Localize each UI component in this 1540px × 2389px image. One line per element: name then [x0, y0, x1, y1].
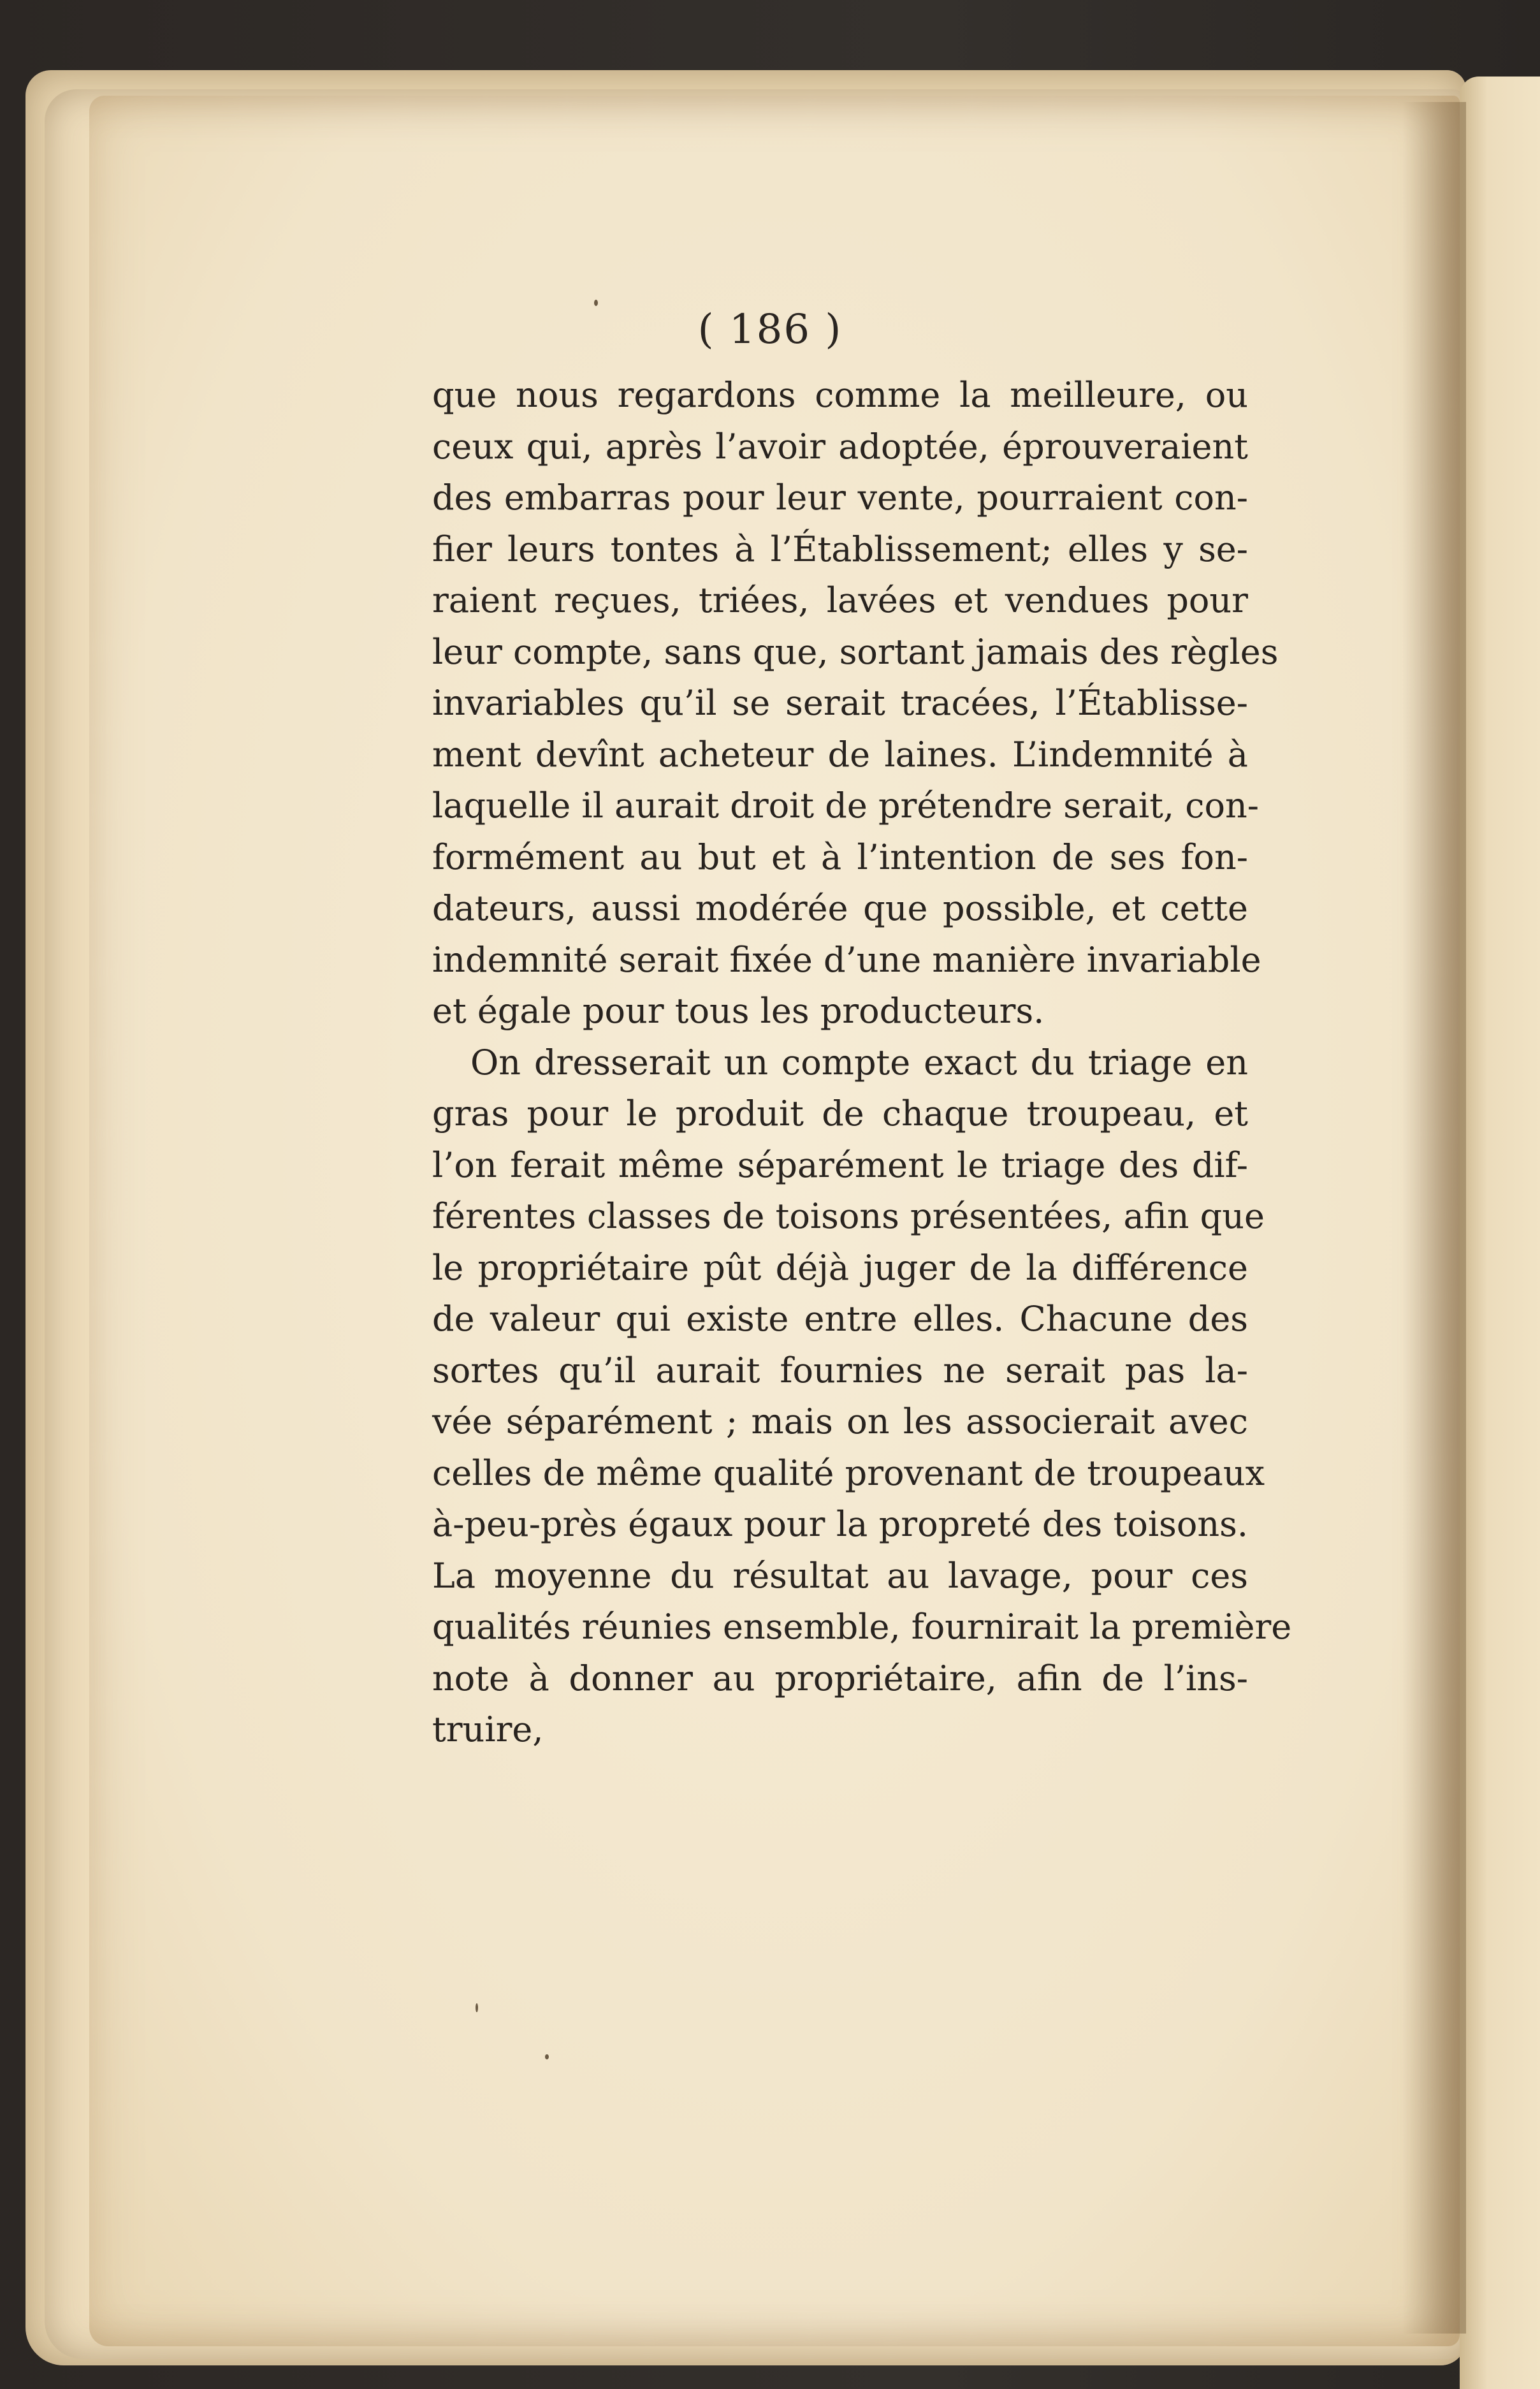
ink-speck: [594, 300, 598, 306]
text-line: On dresserait un compte exact du triage en: [470, 1042, 1248, 1083]
text-line: férentes classes de toisons présentées, afin que: [432, 1196, 1265, 1236]
text-line: le propriétaire pût déjà juger de la différence: [432, 1247, 1248, 1288]
text-line: des embarras pour leur vente, pourraient con-: [432, 478, 1248, 518]
text-line: raient reçues, triées, lavées et vendues pour: [432, 580, 1248, 620]
text-line: La moyenne du résultat au lavage, pour ces: [432, 1555, 1248, 1596]
text-line: laquelle il aurait droit de prétendre serait, con-: [432, 785, 1260, 826]
text-line: ceux qui, après l’avoir adoptée, éprouveraient: [432, 426, 1248, 467]
text-line: que nous regardons comme la meilleure, ou: [432, 375, 1248, 415]
text-line: l’on ferait même séparément le triage des dif-: [432, 1144, 1248, 1185]
text-line: note à donner au propriétaire, afin de l’ins-: [432, 1658, 1248, 1699]
page-number: ( 186 ): [697, 306, 843, 353]
text-line: indemnité serait fixée d’une manière invariable: [432, 939, 1261, 980]
text-line: truire,: [432, 1709, 544, 1750]
text-line: à-peu-près égaux pour la propreté des toisons.: [432, 1504, 1248, 1544]
facing-page-edge: [1460, 77, 1540, 2389]
ink-speck: [476, 2003, 478, 2012]
ink-speck: [545, 2054, 549, 2059]
text-line: dateurs, aussi modérée que possible, et cette: [432, 888, 1248, 928]
text-line: formément au but et à l’intention de ses fon-: [432, 837, 1248, 877]
text-line: de valeur qui existe entre elles. Chacune des: [432, 1299, 1248, 1339]
text-line: et égale pour tous les producteurs.: [432, 991, 1045, 1031]
text-line: qualités réunies ensemble, fournirait la première: [432, 1607, 1292, 1647]
text-line: leur compte, sans que, sortant jamais des règles: [432, 631, 1279, 672]
text-line: gras pour le produit de chaque troupeau, et: [432, 1093, 1248, 1134]
text-line: celles de même qualité provenant de troupeaux: [432, 1452, 1265, 1493]
text-line: ment devînt acheteur de laines. L’indemnité à: [432, 734, 1248, 775]
text-line: sortes qu’il aurait fournies ne serait pas la-: [432, 1350, 1248, 1391]
body-text: [432, 370, 1292, 1756]
text-line: vée séparément ; mais on les associerait avec: [432, 1401, 1248, 1442]
text-line: invariables qu’il se serait tracées, l’Établisse-: [432, 683, 1248, 723]
gutter-shadow: [1402, 102, 1466, 2334]
text-line: fier leurs tontes à l’Établissement; elles y se-: [432, 529, 1248, 569]
